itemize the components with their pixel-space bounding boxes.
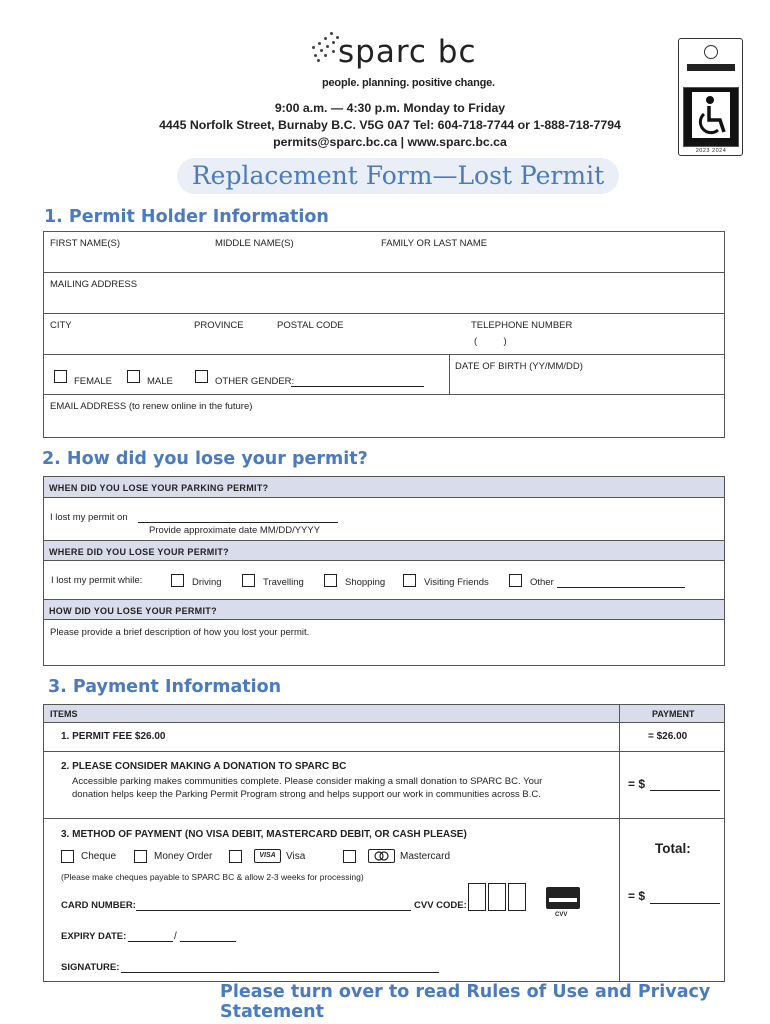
money-order-checkbox[interactable] (134, 850, 147, 863)
form-title: Replacement Form—Lost Permit (177, 158, 619, 194)
items-header: ITEMS (50, 709, 78, 719)
mastercard-checkbox[interactable] (343, 850, 356, 863)
section2-title: 2. How did you lose your permit? (42, 449, 368, 469)
permit-fee-amount: = $26.00 (648, 731, 688, 742)
card-back-icon (546, 887, 580, 909)
office-hours: 9:00 a.m. — 4:30 p.m. Monday to Friday (274, 101, 506, 115)
expiry-label: EXPIRY DATE: (61, 931, 127, 942)
other-label: Other (530, 577, 554, 588)
other-input[interactable] (557, 587, 685, 588)
payment-box (43, 704, 725, 982)
dob-field[interactable]: DATE OF BIRTH (YY/MM/DD) (455, 361, 583, 372)
travelling-label: Travelling (263, 577, 304, 588)
visa-checkbox[interactable] (229, 850, 242, 863)
other-checkbox[interactable] (509, 574, 522, 587)
how-description[interactable]: Please provide a brief description of how you lost your permit. (50, 627, 310, 638)
mastercard-label: Mastercard (400, 851, 451, 862)
where-header: WHERE DID YOU LOSE YOUR PERMIT? (44, 540, 724, 561)
first-name-field[interactable]: FIRST NAME(S) (50, 238, 121, 249)
visa-logo-icon: VISA (254, 849, 281, 863)
permit-fee-label: 1. PERMIT FEE $26.00 (61, 731, 166, 742)
travelling-checkbox[interactable] (242, 574, 255, 587)
section3-title: 3. Payment Information (48, 677, 282, 697)
cvv-label: CVV CODE: (414, 900, 467, 911)
family-name-field[interactable]: FAMILY OR LAST NAME (381, 238, 488, 249)
permit-years: 2020 2021 2022 2023 2024 (687, 142, 735, 154)
shopping-checkbox[interactable] (324, 574, 337, 587)
section1-title: 1. Permit Holder Information (44, 207, 329, 227)
female-checkbox[interactable] (54, 370, 67, 383)
card-number-input[interactable] (136, 910, 411, 911)
expiry-slash: / (174, 931, 177, 942)
signature-label: SIGNATURE: (61, 962, 120, 973)
driving-label: Driving (192, 577, 222, 588)
male-checkbox[interactable] (127, 370, 140, 383)
lost-permit-box (43, 476, 725, 666)
date-hint: Provide approximate date MM/DD/YYYY (149, 525, 321, 536)
when-header: WHEN DID YOU LOSE YOUR PARKING PERMIT? (44, 477, 724, 498)
cvv-digit-1[interactable] (468, 883, 486, 911)
payment-header: PAYMENT (652, 709, 695, 719)
total-label: Total: (655, 841, 691, 856)
office-address: 4445 Norfolk Street, Burnaby B.C. V5G 0A7 Tel: 604-718-7744 or 1-888-718-7794 (159, 118, 621, 132)
cheque-note: (Please make cheques payable to SPARC BC & allow 2-3 weeks for processing) (61, 872, 364, 882)
female-label: FEMALE (74, 376, 113, 387)
donation-text-2: donation helps keep the Parking Permit Program strong and helps support our work in communities across B.C. (72, 789, 541, 800)
cvv-digit-3[interactable] (508, 883, 526, 911)
driving-checkbox[interactable] (171, 574, 184, 587)
footer-note: Please turn over to read Rules of Use and Privacy Statement (220, 982, 711, 1022)
email-field[interactable]: EMAIL ADDRESS (to renew online in the future) (50, 401, 253, 412)
mailing-address-field[interactable]: MAILING ADDRESS (50, 279, 138, 290)
telephone-parens: ( ) (474, 336, 507, 347)
payment-method-title: 3. METHOD OF PAYMENT (NO VISA DEBIT, MASTERCARD DEBIT, OR CASH PLEASE) (61, 829, 467, 840)
cvv-icon-label: CVV (555, 912, 568, 918)
office-email-web: permits@sparc.bc.ca | www.sparc.bc.ca (273, 135, 507, 149)
total-input[interactable] (650, 903, 720, 904)
cvv-digit-2[interactable] (488, 883, 506, 911)
visa-label: Visa (286, 851, 306, 862)
lost-on-label: I lost my permit on (50, 512, 128, 523)
lost-while-label: I lost my permit while: (51, 575, 143, 586)
other-gender-input[interactable] (291, 386, 424, 387)
visiting-friends-label: Visiting Friends (424, 577, 489, 588)
donation-amount-label: = $ (628, 777, 646, 791)
lost-date-input[interactable] (138, 522, 338, 523)
donation-input[interactable] (650, 790, 720, 791)
how-header: HOW DID YOU LOSE YOUR PERMIT? (44, 599, 724, 620)
city-field[interactable]: CITY (50, 320, 72, 331)
mastercard-logo-icon (368, 849, 395, 863)
visiting-friends-checkbox[interactable] (403, 574, 416, 587)
permit-holder-box (43, 231, 725, 438)
money-order-label: Money Order (154, 851, 213, 862)
total-amount-label: = $ (628, 889, 646, 903)
middle-name-field[interactable]: MIDDLE NAME(S) (215, 238, 294, 249)
other-gender-checkbox[interactable] (195, 370, 208, 383)
postal-code-field[interactable]: POSTAL CODE (277, 320, 344, 331)
shopping-label: Shopping (345, 577, 386, 588)
expiry-month-input[interactable] (128, 941, 173, 942)
expiry-year-input[interactable] (180, 941, 236, 942)
cheque-label: Cheque (81, 851, 117, 862)
card-number-label: CARD NUMBER: (61, 900, 136, 911)
donation-text-1: Accessible parking makes communities complete. Please consider making a small donation to SPARC BC. Your (72, 776, 543, 787)
other-gender-label: OTHER GENDER: (215, 376, 295, 387)
cheque-checkbox[interactable] (61, 850, 74, 863)
signature-input[interactable] (121, 972, 439, 973)
logo: sparc bc (338, 34, 477, 70)
male-label: MALE (147, 376, 173, 387)
telephone-field[interactable]: TELEPHONE NUMBER (471, 320, 573, 331)
province-field[interactable]: PROVINCE (194, 320, 244, 331)
tagline: people. planning. positive change. (322, 77, 495, 89)
donation-title: 2. PLEASE CONSIDER MAKING A DONATION TO SPARC BC (61, 761, 347, 772)
